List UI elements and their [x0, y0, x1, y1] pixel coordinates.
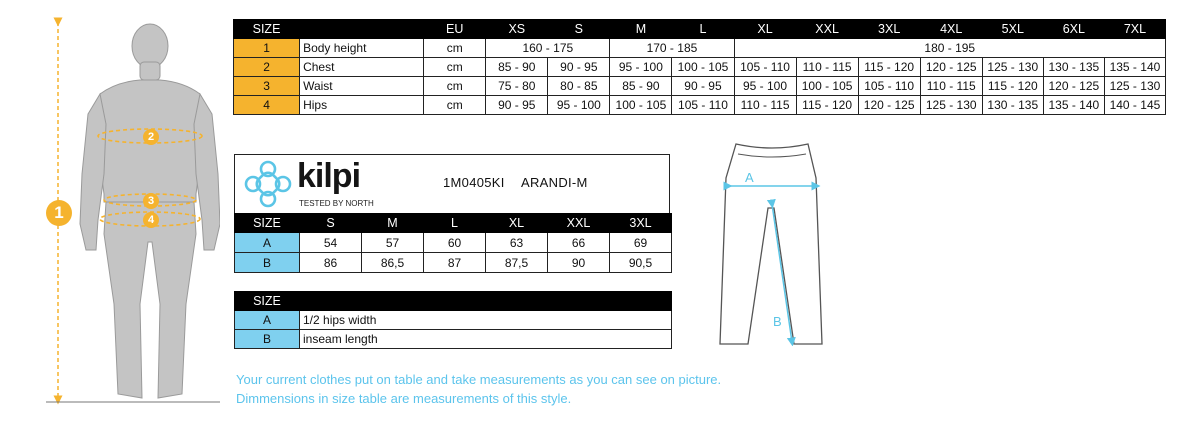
- table-row: [235, 253, 672, 273]
- value-cell: 66: [548, 233, 610, 253]
- value-cell: 100 - 105: [672, 58, 734, 77]
- value-cell: 135 - 140: [1104, 58, 1165, 77]
- size-chart-header: [234, 20, 1166, 39]
- value-cell: 86: [300, 253, 362, 273]
- header-cell: S: [300, 214, 362, 233]
- pants-marker-a: A: [745, 170, 754, 185]
- legend-description: 1/2 hips width: [300, 311, 672, 330]
- note-line: Dimmensions in size table are measurements of this style.: [236, 391, 572, 406]
- measurement-legend-table: [234, 291, 672, 349]
- value-cell: 90,5: [610, 253, 672, 273]
- value-cell: 115 - 120: [982, 77, 1043, 96]
- instructions-note: [236, 370, 721, 408]
- value-cell: 120 - 125: [858, 96, 920, 115]
- value-cell: 90 - 95: [486, 96, 548, 115]
- value-cell: 90 - 95: [548, 58, 610, 77]
- value-cell: 105 - 110: [672, 96, 734, 115]
- row-label: Chest: [300, 58, 424, 77]
- value-cell: 120 - 125: [1043, 77, 1104, 96]
- value-cell: 95 - 100: [610, 58, 672, 77]
- value-cell: 115 - 120: [858, 58, 920, 77]
- header-cell: L: [424, 214, 486, 233]
- brand-header: [234, 154, 670, 214]
- header-cell: M: [362, 214, 424, 233]
- header-cell: SIZE: [235, 214, 300, 233]
- row-number: 4: [234, 96, 300, 115]
- row-number: 1: [234, 39, 300, 58]
- header-cell: XXL: [548, 214, 610, 233]
- value-cell: 135 - 140: [1043, 96, 1104, 115]
- legend-header: [235, 292, 672, 311]
- row-letter: B: [235, 253, 300, 273]
- value-cell: 105 - 110: [858, 77, 920, 96]
- header-cell: 5XL: [982, 20, 1043, 39]
- value-cell: 130 - 135: [982, 96, 1043, 115]
- value-cell: 120 - 125: [920, 58, 982, 77]
- value-cell: 87,5: [486, 253, 548, 273]
- value-cell: 90: [548, 253, 610, 273]
- value-cell: 125 - 130: [1104, 77, 1165, 96]
- value-cell: 95 - 100: [734, 77, 796, 96]
- header-cell: 3XL: [858, 20, 920, 39]
- value-cell: 100 - 105: [610, 96, 672, 115]
- header-cell: M: [610, 20, 672, 39]
- row-letter: A: [235, 233, 300, 253]
- legend-description: inseam length: [300, 330, 672, 349]
- table-row: [234, 58, 1166, 77]
- kilpi-logo-icon: [243, 159, 293, 209]
- value-cell: 85 - 90: [610, 77, 672, 96]
- header-cell: 3XL: [610, 214, 672, 233]
- row-label: Body height: [300, 39, 424, 58]
- value-cell: 125 - 130: [982, 58, 1043, 77]
- table-row: [234, 77, 1166, 96]
- table-row: [235, 311, 672, 330]
- value-cell: 170 - 185: [610, 39, 734, 58]
- value-cell: 63: [486, 233, 548, 253]
- unit-cell: cm: [424, 39, 486, 58]
- header-cell: L: [672, 20, 734, 39]
- size-chart-table: [233, 19, 1166, 115]
- value-cell: 180 - 195: [734, 39, 1166, 58]
- marker-waist: 3: [143, 193, 159, 209]
- product-code: 1M0405KI: [443, 175, 505, 190]
- brand-tagline: TESTED BY NORTH: [299, 199, 374, 208]
- marker-hips: 4: [143, 212, 159, 228]
- note-line: Your current clothes put on table and take measurements as you can see on picture.: [236, 372, 722, 387]
- header-cell: 4XL: [920, 20, 982, 39]
- value-cell: 125 - 130: [920, 96, 982, 115]
- value-cell: 57: [362, 233, 424, 253]
- value-cell: 130 - 135: [1043, 58, 1104, 77]
- value-cell: 140 - 145: [1104, 96, 1165, 115]
- row-label: Hips: [300, 96, 424, 115]
- value-cell: 85 - 90: [486, 58, 548, 77]
- value-cell: 54: [300, 233, 362, 253]
- value-cell: 69: [610, 233, 672, 253]
- value-cell: 115 - 120: [796, 96, 858, 115]
- header-cell: XL: [734, 20, 796, 39]
- table-row: [235, 330, 672, 349]
- value-cell: 60: [424, 233, 486, 253]
- pants-marker-b: B: [773, 314, 782, 329]
- header-cell: XS: [486, 20, 548, 39]
- header-cell: EU: [424, 20, 486, 39]
- table-row: [235, 233, 672, 253]
- value-cell: 160 - 175: [486, 39, 610, 58]
- value-cell: 110 - 115: [920, 77, 982, 96]
- value-cell: 90 - 95: [672, 77, 734, 96]
- marker-chest: 2: [143, 129, 159, 145]
- product-size-table: [234, 213, 672, 273]
- header-cell: [300, 20, 424, 39]
- table-row: [234, 96, 1166, 115]
- unit-cell: cm: [424, 96, 486, 115]
- marker-height: 1: [46, 200, 72, 226]
- header-cell: XL: [486, 214, 548, 233]
- value-cell: 110 - 115: [796, 58, 858, 77]
- row-number: 2: [234, 58, 300, 77]
- row-number: 3: [234, 77, 300, 96]
- header-cell: SIZE: [234, 20, 300, 39]
- table-row: [234, 39, 1166, 58]
- header-cell: SIZE: [235, 292, 300, 311]
- pants-measurement-drawing: [712, 138, 830, 346]
- row-letter: A: [235, 311, 300, 330]
- value-cell: 105 - 110: [734, 58, 796, 77]
- product-style: ARANDI-M: [521, 175, 588, 190]
- row-letter: B: [235, 330, 300, 349]
- header-cell: 7XL: [1104, 20, 1165, 39]
- brand-name: kilpi: [297, 157, 361, 195]
- value-cell: 87: [424, 253, 486, 273]
- header-cell: XXL: [796, 20, 858, 39]
- value-cell: 80 - 85: [548, 77, 610, 96]
- value-cell: 110 - 115: [734, 96, 796, 115]
- header-cell: [300, 292, 672, 311]
- header-cell: S: [548, 20, 610, 39]
- product-table-header: [235, 214, 672, 233]
- value-cell: 95 - 100: [548, 96, 610, 115]
- header-cell: 6XL: [1043, 20, 1104, 39]
- value-cell: 86,5: [362, 253, 424, 273]
- unit-cell: cm: [424, 58, 486, 77]
- row-label: Waist: [300, 77, 424, 96]
- value-cell: 100 - 105: [796, 77, 858, 96]
- unit-cell: cm: [424, 77, 486, 96]
- value-cell: 75 - 80: [486, 77, 548, 96]
